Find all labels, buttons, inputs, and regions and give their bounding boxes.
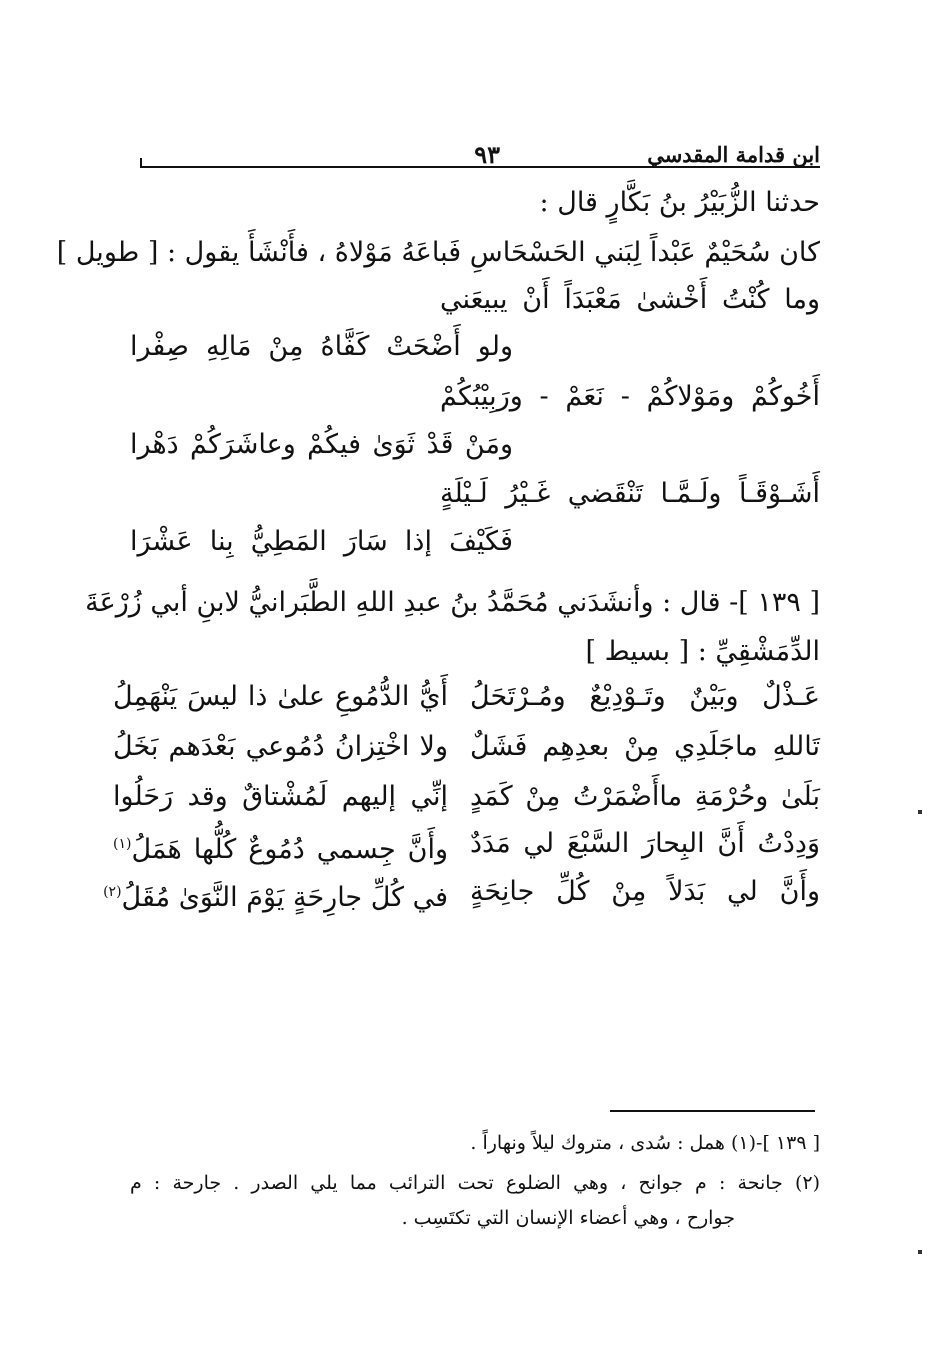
section-139-line-1: [ ١٣٩ ]- قال : وأنشَدَني مُحَمَّدُ بنُ عبدِ اللهِ الطَّبَرانيُّ لابنِ أبي زُرْعَةَ <box>85 587 820 618</box>
poem2-verse-2-first-half: تَاللهِ ماجَلَدِي مِنْ بعدِهِم فَشَلٌ <box>470 731 820 762</box>
poem1-line-2: ولو أَضْحَتْ كَفَّاهُ مِنْ مَالِهِ صِفْرا <box>130 331 513 362</box>
header-rule <box>140 166 820 168</box>
page-number: ٩٣ <box>474 140 500 169</box>
poem2-verse-5-second-half-text: في كُلِّ جارِحَةٍ يَوْمَ النَّوَىٰ مُقَلُ <box>121 882 448 913</box>
poem2-verse-1-second-half: أَيُّ الدُّمُوعِ علىٰ ذا ليسَ يَنْهَمِلُ <box>113 681 448 712</box>
footnote-2-line-2: جوارح ، وهي أعضاء الإنسان التي تكتَسِب . <box>401 1207 735 1229</box>
poem1-line-4: ومَنْ قَدْ ثَوَىٰ فيكُمْ وعاشَرَكُمْ دَهْرا <box>130 429 513 460</box>
header-rule-tick <box>140 158 142 168</box>
margin-speck <box>918 1250 922 1254</box>
footnote-rule <box>610 1110 815 1112</box>
poem2-verse-1-first-half: عَـذْلٌ وبَيْنٌ وتَـوْدِيْعٌ ومُـرْتَحَلُ <box>470 681 820 712</box>
margin-speck <box>918 810 922 814</box>
intro-line-2: كان سُحَيْمٌ عَبْداً لِبَني الحَسْحَاسِ فَباعَهُ مَوْلاهُ ، فأَنْشَأَ يقول : [ طويل ] <box>56 237 820 268</box>
poem2-verse-3-second-half: إنِّي إليهم لَمُشْتاقٌ وقد رَحَلُوا <box>113 781 448 812</box>
poem2-verse-5-second-half <box>103 875 448 915</box>
header-title: ابن قدامة المقدسي <box>647 142 820 167</box>
poem2-verse-4-first-half: وَدِدْتُ أَنَّ البِحارَ السَّبْعَ لي مَدَدٌ <box>470 828 820 859</box>
footnote-ref-1: (١) <box>113 836 132 852</box>
poem1-line-5: أَشَـوْقَـاً ولَـمَّـا تَنْقَضي غَـيْرُ لَـيْلَةٍ <box>440 478 820 509</box>
poem1-line-1: وما كُنْتُ أَخْشىٰ مَعْبَدَاً أَنْ يبيعَني <box>440 284 820 315</box>
intro-line-1: حدثنا الزُّبَيْرُ بنُ بَكَّارٍ قال : <box>539 187 820 218</box>
poem1-line-3: أَخُوكُمْ ومَوْلاكُمْ - نَعَمْ - ورَبِيْبُكُمْ <box>440 381 820 412</box>
footnote-2-line-1: (٢) جانحة : م جوانح ، وهي الضلوع تحت الترائب مما يلي الصدر . جارحة : م <box>130 1172 820 1194</box>
poem1-line-6: فَكَيْفَ إذا سَارَ المَطِيُّ بِنا عَشْرَا <box>130 526 513 557</box>
poem2-verse-2-second-half: ولا اخْتِزانُ دُمُوعي بَعْدَهم بَخَلُ <box>113 731 448 762</box>
footnote-1: [ ١٣٩ ]-(١) همل : سُدى ، متروك ليلاً ونهاراً . <box>470 1132 820 1154</box>
poem2-verse-4-second-half <box>113 827 448 867</box>
poem2-verse-4-second-half-text: وأَنَّ جِسمي دُمُوعٌ كُلُّها هَمَلُ <box>131 834 448 865</box>
section-139-line-2: الدِّمَشْقِيِّ : [ بسيط ] <box>585 636 820 667</box>
footnote-ref-2: (٢) <box>103 884 122 900</box>
poem2-verse-3-first-half: بَلَىٰ وحُرْمَةِ ماأَضْمَرْتُ مِنْ كَمَدٍ <box>470 781 820 812</box>
poem2-verse-5-first-half: وأَنَّ لي بَدَلاً مِنْ كُلِّ جانِحَةٍ <box>470 876 820 907</box>
running-header <box>140 140 820 172</box>
